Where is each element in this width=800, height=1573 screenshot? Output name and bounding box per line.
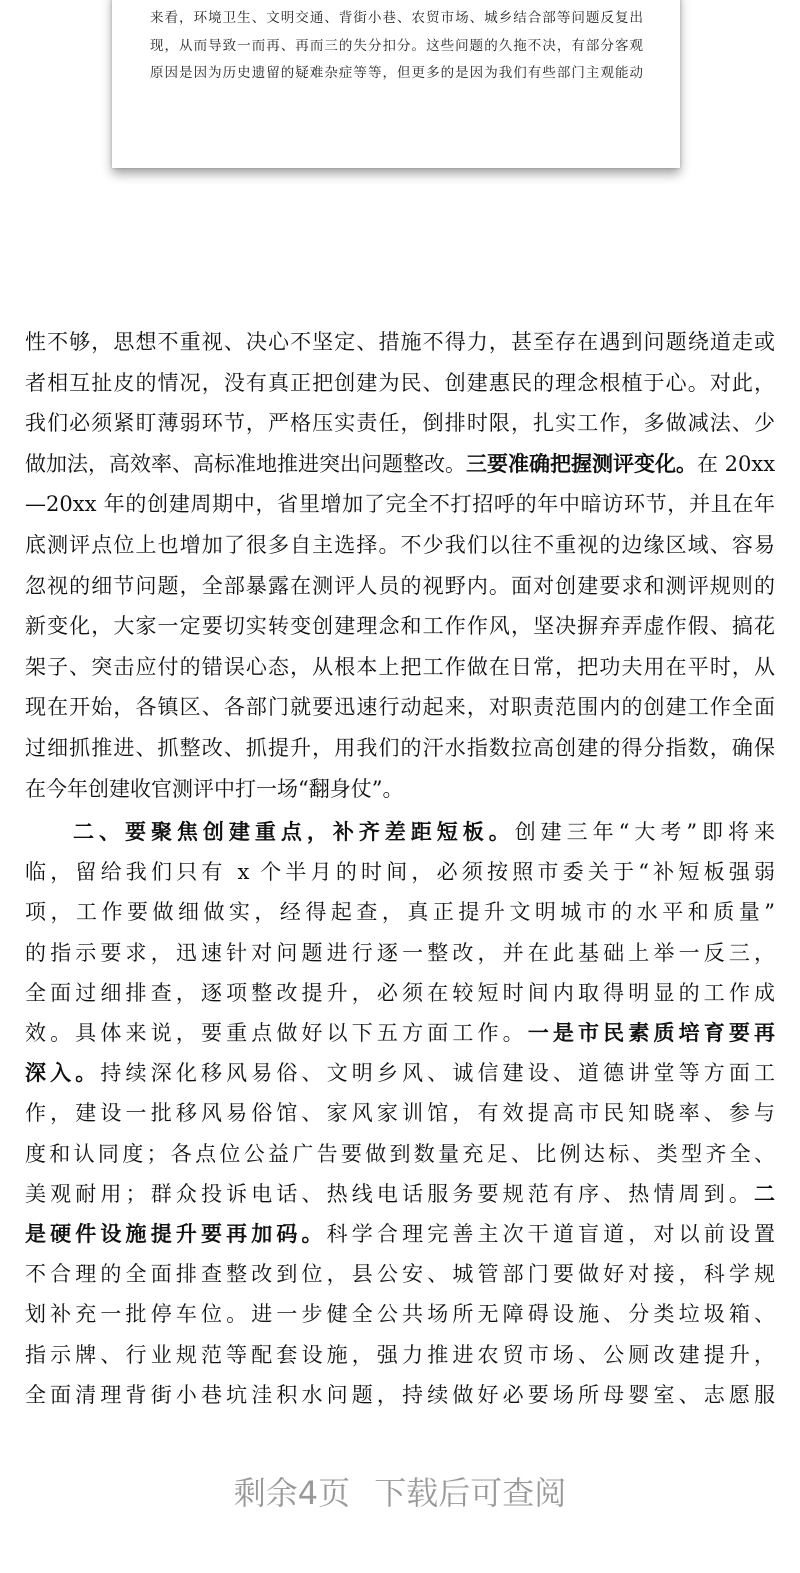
preview-page-card — [112, 0, 680, 168]
body-text: 的指示要求，迅速针对问题进行逐一整改，并在此基础上举一反三， — [25, 940, 775, 965]
body-text: 持续深化移风易俗、文明乡风、诚信建设、道德讲堂等方面工 — [100, 1061, 776, 1086]
body-text: 作，建设一批移风易俗馆、家风家训馆，有效提高市民知晓率、参与 — [25, 1101, 775, 1126]
body-text: 现在开始，各镇区、各部门就要迅速行动起来，对职责范围内的创建工作全面 — [25, 695, 775, 720]
body-text: 新变化，大家一定要切实转变创建理念和工作作风，坚决摒弃弄虚作假、搞花 — [25, 614, 775, 639]
text-line — [25, 449, 775, 479]
body-text: 度和认同度；各点位公益广告要做到数量充足、比例达标、类型齐全、 — [25, 1141, 775, 1166]
text-line — [25, 897, 775, 927]
text-line — [25, 938, 775, 968]
text-line — [25, 1219, 775, 1249]
text-line — [25, 1179, 775, 1209]
body-text: —20xx 年的创建周期中，省里增加了完全不打招呼的年中暗访环节，并且在年 — [25, 492, 775, 517]
body-text: 效。具体来说，要重点做好以下五方面工作。 — [25, 1021, 528, 1045]
body-text: 临，留给我们只有 x 个半月的时间，必须按照市委关于“补短板强弱 — [25, 860, 775, 885]
text-line — [25, 1098, 775, 1128]
text-line — [25, 857, 775, 887]
body-text: 指示牌、行业规范等配套设施，强力推进农贸市场、公厕改建提升， — [25, 1342, 775, 1367]
body-text: 划补充一批停车位。进一步健全公共场所无障碍设施、分类垃圾箱、 — [25, 1302, 775, 1327]
text-line — [25, 1018, 775, 1048]
bold-heading-text: 二、要聚焦创建重点，补齐差距短板。 — [73, 819, 515, 844]
text-line — [25, 571, 775, 601]
body-text: 架子、突击应付的错误心态，从根本上把工作做在日常，把功夫用在平时，从 — [25, 654, 775, 679]
text-line — [25, 368, 775, 398]
text-line — [25, 1380, 775, 1410]
body-text: 性不够，思想不重视、决心不坚定、措施不得力，甚至存在遇到问题绕道走或 — [25, 330, 775, 354]
text-line — [25, 774, 775, 804]
text-line — [25, 733, 775, 763]
body-text: 者相互扯皮的情况，没有真正把创建为民、创建惠民的理念根植于心。对此， — [25, 370, 775, 395]
text-line — [25, 1058, 775, 1088]
body-text: 创建三年“大考”即将来 — [514, 820, 775, 844]
bold-heading-text: 是硬件设施提升要再加码。 — [25, 1221, 327, 1246]
body-text: 全面清理背街小巷坑洼积水问题，持续做好必要场所母婴室、志愿服 — [25, 1382, 775, 1407]
preview-line: 原因是因为历史遗留的疑难杂症等等，但更多的是因为我们有些部门主观能动 — [150, 65, 643, 81]
text-line — [25, 1299, 775, 1329]
body-text: 美观耐用；群众投诉电话、热线电话服务要规范有序、热情周到。 — [25, 1181, 754, 1206]
body-text: 忽视的细节问题，全部暴露在测评人员的视野内。面对创建要求和测评规则的 — [25, 573, 775, 598]
body-text: 在 20xx — [697, 451, 776, 476]
text-line — [25, 408, 775, 438]
preview-line: 现，从而导致一而再、再而三的失分扣分。这些问题的久拖不决，有部分客观 — [150, 38, 643, 54]
text-line — [25, 611, 775, 641]
text-line — [25, 692, 775, 722]
text-line — [25, 489, 775, 519]
body-text: 科学合理完善主次干道盲道，对以前设置 — [326, 1222, 775, 1246]
body-text: 不合理的全面排查整改到位，县公安、城管部门要做好对接，科学规 — [25, 1262, 775, 1287]
bold-heading-text: 深入。 — [25, 1060, 101, 1086]
text-line — [25, 1259, 775, 1289]
bold-heading-text: 二 — [754, 1180, 775, 1206]
text-line — [25, 1340, 775, 1370]
text-line — [25, 1139, 775, 1169]
body-text: 我们必须紧盯薄弱环节，严格压实责任，倒排时限，扎实工作，多做减法、少 — [25, 411, 775, 436]
bold-heading-text: 一是市民素质培育要再 — [527, 1020, 776, 1045]
text-line — [73, 817, 775, 847]
text-line — [25, 327, 775, 357]
body-text: 在今年创建收官测评中打一场“翻身仗”。 — [25, 776, 404, 801]
text-line — [25, 530, 775, 560]
text-line — [25, 978, 775, 1008]
preview-line: 来看，环境卫生、文明交通、背街小巷、农贸市场、城乡结合部等问题反复出 — [150, 10, 643, 26]
text-line — [25, 652, 775, 682]
body-text: 全面过细排查，逐项整改提升，必须在较短时间内取得明显的工作成 — [25, 980, 775, 1005]
body-text: 过细抓推进、抓整改、抓提升，用我们的汗水指数拉高创建的得分指数，确保 — [25, 736, 775, 760]
download-to-view-more-link[interactable]: 剩余4页 下载后可查阅 — [233, 1474, 567, 1512]
body-text: 项，工作要做细做实，经得起查，真正提升文明城市的水平和质量” — [25, 900, 775, 925]
bold-heading-text: 三要准确把握测评变化。 — [466, 450, 697, 476]
body-text: 底测评点位上也增加了很多自主选择。不少我们以往不重视的边缘区域、容易 — [25, 533, 775, 557]
body-text: 做加法，高效率、高标准地推进突出问题整改。 — [25, 451, 466, 476]
